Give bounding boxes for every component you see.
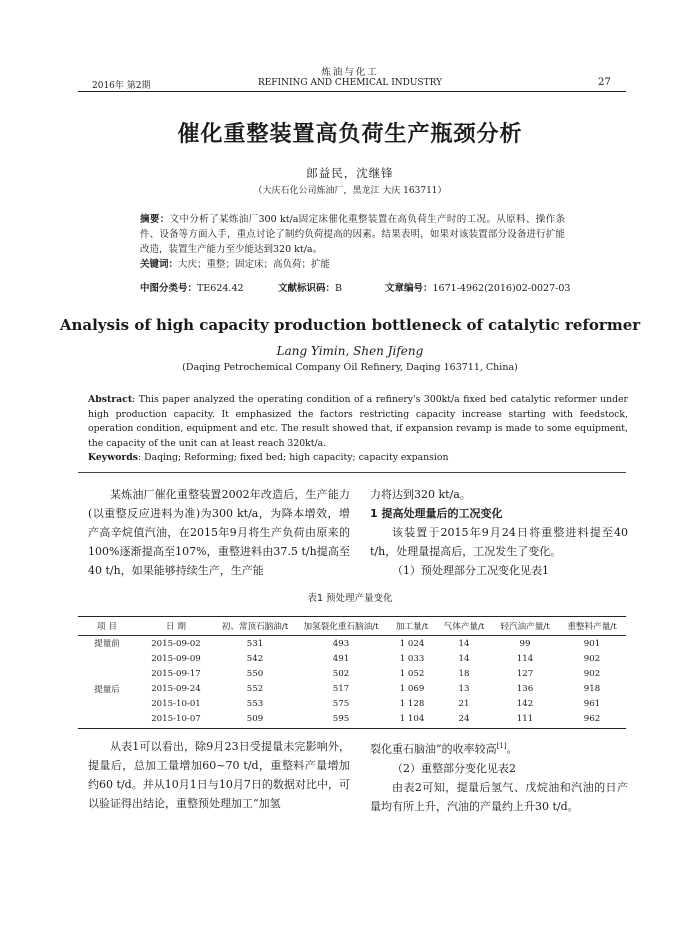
table-cell: 1 024 xyxy=(399,638,425,649)
article-no-label: 文章编号： xyxy=(385,283,433,294)
table-header-cell: 轻汽油产量/t xyxy=(492,617,558,636)
table-cell: 491 xyxy=(332,653,350,664)
authors-en: Lang Yimin, Shen Jifeng xyxy=(276,344,424,358)
body-right-column-bottom xyxy=(370,737,628,816)
table-cell: 2015-09-09 xyxy=(151,653,201,664)
table-cell: 14 xyxy=(458,653,470,664)
table-header-cell: 初、常顶石脑油/t xyxy=(216,617,294,636)
table-header-cell: 加氢裂化重石脑油/t xyxy=(294,617,388,636)
table-header-cell: 日 期 xyxy=(136,617,216,636)
table-row xyxy=(78,696,626,711)
issue-label: 2016年 第2期 xyxy=(92,81,151,91)
table-cell: 136 xyxy=(516,683,534,694)
abstract-cn xyxy=(140,212,565,272)
body-right-column-top xyxy=(370,485,628,580)
body-paragraph-4-continued xyxy=(370,737,628,759)
journal-title-cn: 炼油与化工 xyxy=(321,67,379,78)
table-cell: 575 xyxy=(332,698,350,709)
table-cell: 542 xyxy=(246,653,264,664)
table-cell: 502 xyxy=(332,668,350,679)
clc-label: 中图分类号： xyxy=(140,283,198,294)
body-paragraph-1: 某炼油厂催化重整装置2002年改造后，生产能力(以重整反应进料为准)为300 kt/a，为降本增效，增产高辛烷值汽油，在2015年9月将生产负荷由原来的100%逐渐提高至107%，重整进料由37.5 t/h提高至40 t/h，如果能够持续生产，生产能 xyxy=(88,488,350,577)
table-cell: 531 xyxy=(246,638,264,649)
table-cell: 517 xyxy=(332,683,350,694)
table-cell: 1 069 xyxy=(399,683,425,694)
abstract-en xyxy=(88,393,628,466)
table-cell: 2015-10-01 xyxy=(151,698,201,709)
article-no-value: 1671-4962(2016)02-0027-03 xyxy=(432,283,571,294)
abstract-text-en: : This paper analyzed the operating condition of a refinery's 300kt/a fixed bed catalytic reformer under high production capacity. It emphasized the factors restricting capacity increase starting with feedstock, operation condition, equipment and etc. The result showed that, if expansion revamp is made to some equipment, the capacity of the unit can at least reach 320kt/a. xyxy=(88,394,628,449)
table-cell: 13 xyxy=(458,683,470,694)
table-cell: 24 xyxy=(436,711,492,729)
doc-code-value: B xyxy=(335,283,342,294)
keywords-label-en: Keywords xyxy=(88,452,139,463)
table-cell: 509 xyxy=(216,711,294,729)
table-row xyxy=(78,636,626,652)
table-header-cell: 加工量/t xyxy=(388,617,436,636)
body-paragraph-5: （2）重整部分变化见表2 xyxy=(392,761,516,775)
table-cell: 1 052 xyxy=(399,668,425,679)
table-1-caption: 表1 预处理产量变化 xyxy=(307,593,393,604)
table-cell: 1 104 xyxy=(388,711,436,729)
body-paragraph-1-continued: 力将达到320 kt/a。 xyxy=(370,488,471,501)
table-cell: 962 xyxy=(558,711,626,729)
abstract-label-en: Abstract xyxy=(88,394,133,405)
abstract-text-cn: 文中分析了某炼油厂300 kt/a固定床催化重整装置在高负荷生产时的工况。从原料、操作条件、设备等方面入手，重点讨论了制约负荷提高的因素。结果表明，如果对该装置部分设备进行扩能改造，装置生产能力至少能达到320 kt/a。 xyxy=(140,214,565,255)
table-cell: 553 xyxy=(246,698,264,709)
table-cell: 550 xyxy=(246,668,264,679)
table-cell: 111 xyxy=(492,711,558,729)
table-cell: 99 xyxy=(519,638,531,649)
table-cell: 902 xyxy=(583,653,601,664)
table-row xyxy=(78,681,626,696)
table-cell: 2015-09-02 xyxy=(151,638,201,649)
keywords-cn: 大庆；重整；固定床；高负荷；扩能 xyxy=(178,259,331,270)
header-rule xyxy=(78,91,626,92)
body-paragraph-4: 从表1可以看出，除9月23日受提量未完影响外，提量后，总加工量增加60~70 t/d，重整料产量增加约60 t/d。并从10月1日与10月7日的数据对比中，可以验证得出结论，重整预处理加工“加氢 xyxy=(88,740,350,810)
abstract-label-cn: 摘要： xyxy=(140,214,170,225)
table-cell: 127 xyxy=(516,668,534,679)
table-cell: 1 128 xyxy=(399,698,425,709)
group-label-after: 提量后 xyxy=(94,684,120,695)
table-cell: 142 xyxy=(516,698,534,709)
table-row xyxy=(78,651,626,666)
reference-marker[interactable]: [1] xyxy=(496,742,507,750)
table-cell: 552 xyxy=(246,683,264,694)
table-row xyxy=(78,666,626,681)
authors-cn: 郎益民，沈继锋 xyxy=(306,166,394,180)
table-cell: 2015-09-17 xyxy=(151,668,201,679)
group-label-before: 提量前 xyxy=(94,639,120,649)
page-number: 27 xyxy=(598,77,611,88)
table-cell: 595 xyxy=(294,711,388,729)
table-row xyxy=(78,711,626,729)
paragraph-4-end-text: 裂化重石脑油”的收率较高 xyxy=(370,742,497,756)
doc-code-label: 文献标识码： xyxy=(278,283,336,294)
table-cell: 2015-09-24 xyxy=(151,683,201,694)
table-cell: 493 xyxy=(332,638,350,649)
keywords-en: : Daqing; Reforming; fixed bed; high capacity; capacity expansion xyxy=(138,452,449,463)
table-cell: 918 xyxy=(583,683,601,694)
table-cell: 901 xyxy=(583,638,601,649)
section-1-heading: 1 提高处理量后的工况变化 xyxy=(370,507,503,520)
paragraph-4-end-punct: 。 xyxy=(506,742,518,756)
paper-title-cn: 催化重整装置高负荷生产瓶颈分析 xyxy=(177,122,523,147)
abstract-divider xyxy=(78,472,626,473)
journal-title-en: REFINING AND CHEMICAL INDUSTRY xyxy=(257,78,443,88)
affiliation-cn: （大庆石化公司炼油厂，黑龙江 大庆 163711） xyxy=(253,186,447,196)
table-cell: 21 xyxy=(458,698,470,709)
table-header-cell: 项 目 xyxy=(78,617,136,636)
table-cell: 902 xyxy=(583,668,601,679)
table-cell: 2015-10-07 xyxy=(136,711,216,729)
table-cell: 14 xyxy=(458,638,470,649)
keywords-label-cn: 关键词： xyxy=(140,259,179,270)
table-header-row xyxy=(78,617,626,636)
table-header-cell: 气体产量/t xyxy=(436,617,492,636)
table-cell: 961 xyxy=(583,698,601,709)
table-1 xyxy=(78,616,626,729)
paper-title-en: Analysis of high capacity production bottleneck of catalytic reformer xyxy=(59,316,641,334)
affiliation-en: (Daqing Petrochemical Company Oil Refinery, Daqing 163711, China) xyxy=(182,362,518,373)
table-header-cell: 重整料产量/t xyxy=(558,617,626,636)
table-cell: 18 xyxy=(458,668,470,679)
clc-value: TE624.42 xyxy=(197,283,244,294)
table-cell: 114 xyxy=(516,653,534,664)
body-paragraph-2: 该装置于2015年9月24日将重整进料提至40 t/h，处理量提高后，工况发生了变化。 xyxy=(370,526,628,558)
body-paragraph-6: 由表2可知，提量后氢气、戊烷油和汽油的日产量均有所上升，汽油的产量约上升30 t/d。 xyxy=(370,780,628,813)
table-cell: 1 033 xyxy=(399,653,425,664)
body-paragraph-3: （1）预处理部分工况变化见表1 xyxy=(392,564,549,577)
